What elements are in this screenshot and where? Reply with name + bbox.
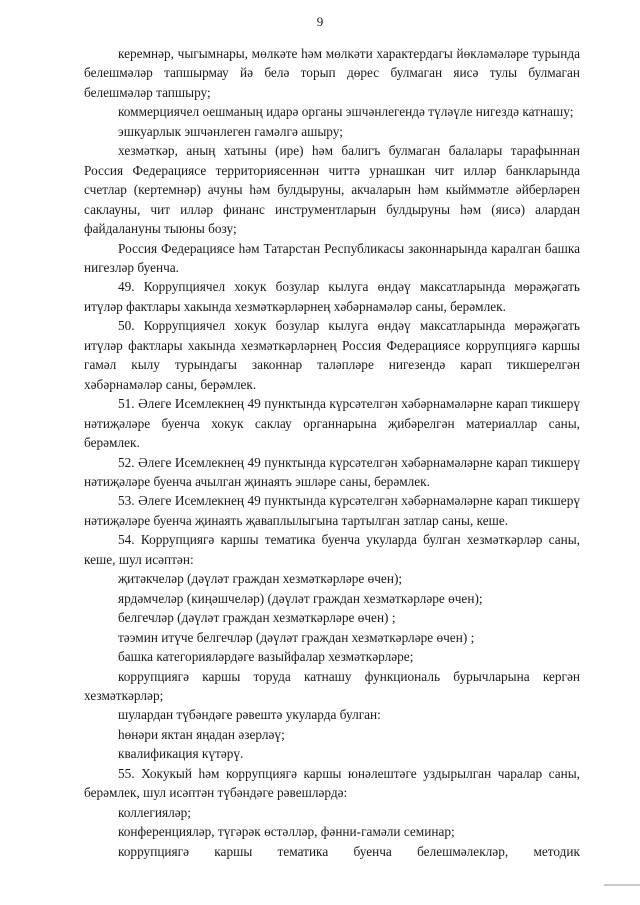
item-54-sub-5: башка категорияләрдәге вазыйфалар хезмәткәрләре;	[118, 649, 414, 665]
item-49: 49. Коррупциячел хокук бозулар кылуга өндәү максатларында мөрәҗәгать итүләр фактлары хакында хезмәткәрләрнең хәбәрнамәләр саны, берәмлек.	[84, 279, 580, 314]
item-51: 51. Әлеге Исемлекнең 49 пунктында күрсәтелгән хәбәрнамәләрне карап тикшерү нәтиҗәләре буенча хокук саклау органнарына җибәрелгән материаллар саны, берәмлек.	[84, 396, 580, 451]
item-55: 55. Хокукый һәм коррупциягә каршы юнәлештәге уздырылган чаралар саны, берәмлек, шул исәптән түбәндәге рәвешләрдә:	[84, 765, 580, 801]
item-54-sub-7: шулардан түбәндәге рәвештә укуларда булган:	[118, 707, 381, 723]
item-54-sub-9: квалификация күтәрү.	[118, 746, 244, 762]
paragraph-2: коммерциячел оешманың идарә органы эшчәнлегендә түләүле нигездә катнашу;	[118, 104, 574, 120]
item-54-sub-8: һөнәри яктан яңадан әзерләү;	[118, 726, 285, 742]
item-55-sub-2: конференцияләр, түгәрәк өстәлләр, фәнни-гамәли семинар;	[118, 824, 455, 840]
item-54-sub-3: белгечләр (дәүләт граждан хезмәткәрләре өчен) ;	[118, 610, 396, 626]
paragraph-3: эшкуарлык эшчәнлеген гамәлгә ашыру;	[118, 123, 343, 139]
paragraph-4: хезмәткәр, аның хатыны (ире) һәм балигъ булмаган балалары тарафыннан Россия Федерациясе территориясеннән читтә урнашкан чит илләр банкларында счетлар (кертемнәр) ачуны һәм булдыруны, акчаларын һәм кыйммәтле әйберләрен саклауны, чит илләр финанс инструментларын булдыруны һәм (яисә) алардан файдалануны тыюны бозу;	[84, 143, 580, 237]
item-53: 53. Әлеге Исемлекнең 49 пунктында күрсәтелгән хәбәрнамәләрне карап тикшерү нәтиҗәләре буенча җинаять җаваплылыгына тартылган затлар саны, кеше.	[84, 493, 580, 528]
item-52: 52. Әлеге Исемлекнең 49 пунктында күрсәтелгән хәбәрнамәләрне карап тикшерү нәтиҗәләре буенча ачылган җинаять эшләре саны, берәмлек.	[84, 454, 580, 489]
item-55-sub-1: коллегияләр;	[118, 804, 191, 820]
item-54-sub-1: җитәкчеләр (дәүләт граждан хезмәткәрләре өчен);	[118, 571, 403, 587]
item-55-sub-3: коррупциягә каршы тематика буенча белешмәлекләр, методик	[118, 843, 580, 859]
item-54-sub-2: ярдәмчеләр (киңәшчеләр) (дәүләт граждан хезмәткәрләре өчен);	[118, 590, 483, 606]
page-number: 9	[316, 14, 324, 29]
item-54-sub-4: тәэмин итүче белгечләр (дәүләт граждан хезмәткәрләре өчен) ;	[118, 629, 475, 645]
paragraph-5: Россия Федерациясе һәм Татарстан Республикасы законнарында каралган башка нигезләр буенча.	[84, 240, 580, 275]
item-54: 54. Коррупциягә каршы тематика буенча укуларда булган хезмәткәрләр саны, кеше, шул исәптән:	[84, 532, 580, 567]
item-50: 50. Коррупциячел хокук бозулар кылуга өндәү максатларында мөрәҗәгать итүләр фактлары хакында хезмәткәрләрнең Россия Федерациясе коррупциягә каршы гамәл кылу турындагы законнар таләпләре нигезендә карап тикшерелгән хәбәрнамәләр саны, берәмлек.	[84, 318, 580, 392]
scan-edge-mark	[604, 884, 640, 886]
item-54-sub-6: коррупциягә каршы торуда катнашу функциональ бурычларына кергән хезмәткәрләр;	[84, 668, 580, 703]
document-body	[84, 44, 580, 861]
paragraph-1: керемнәр, чыгымнары, мөлкәте һәм мөлкәти характердагы йөкләмәләре турында белешмәләр тапшырмау йә белә торып дөрес булмаган яисә тулы булмаган белешмәләр тапшыру;	[84, 46, 580, 100]
